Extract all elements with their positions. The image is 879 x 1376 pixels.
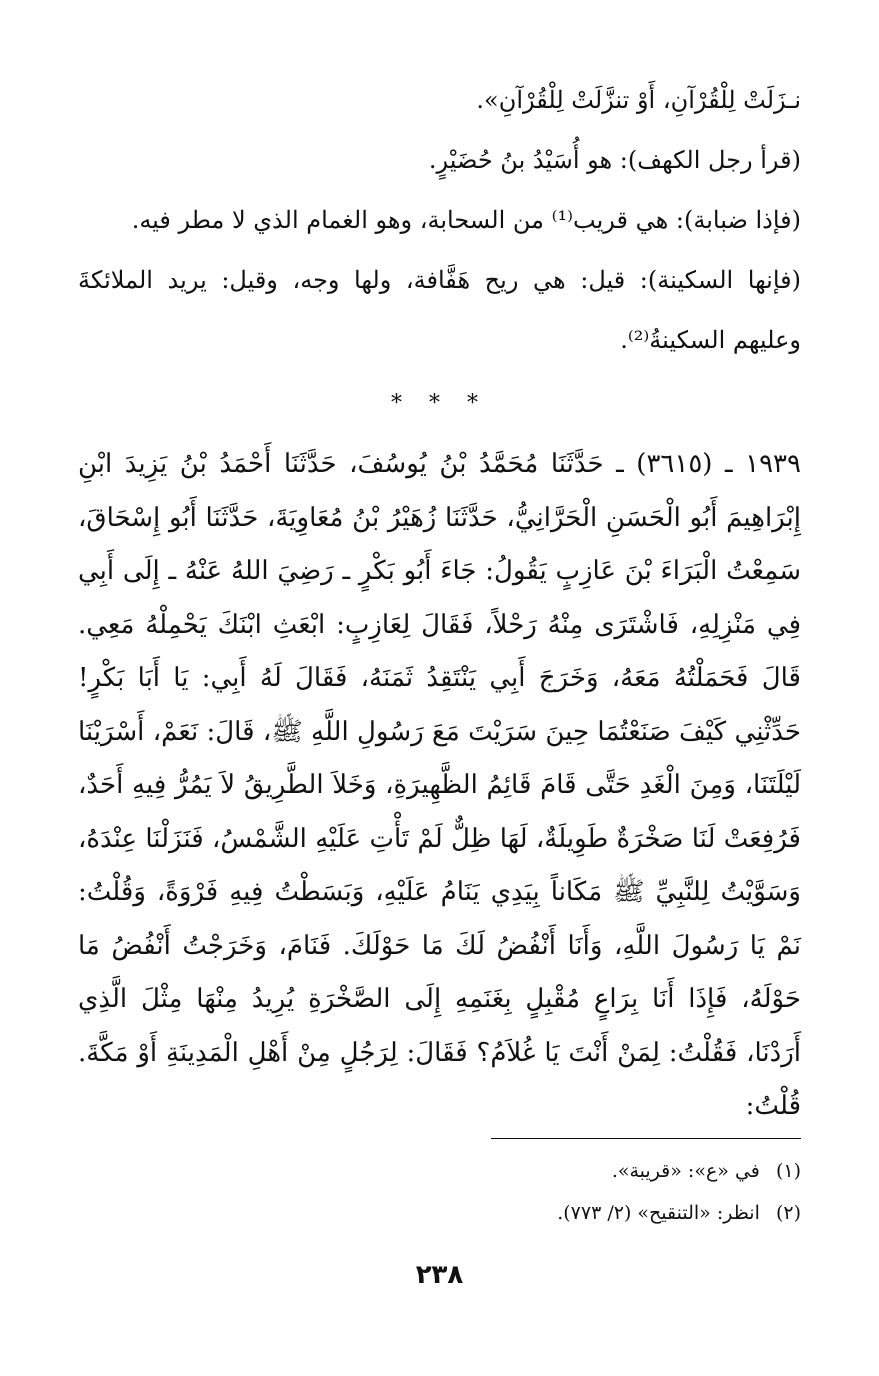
footnote-number: (١) — [775, 1160, 801, 1182]
section-separator: * * * — [391, 391, 488, 416]
commentary-section — [78, 70, 801, 370]
hadith-text: ١٩٣٩ ـ (٣٦١٥) ـ حَدَّثَنَا مُحَمَّدُ بْنُ يُوسُفَ، حَدَّثَنَا أَحْمَدُ بْنُ يَزِيدَ ابْنِ إِبْرَاهِيمَ أَبُو الْحَسَنِ الْحَرَّانِيُّ، حَدَّثَنَا زُهَيْرُ بْنُ مُعَاوِيَةَ، حَدَّثَنَا أَبُو إِسْحَاقَ، سَمِعْتُ الْبَرَاءَ بْنَ عَازِبٍ يَقُولُ: جَاءَ أَبُو بَكْرٍ ـ رَضِيَ اللهُ عَنْهُ ـ إِلَى أَبِي فِي مَنْزِلِهِ، فَاشْتَرَى مِنْهُ رَحْلاً، فَقَالَ لِعَازِبٍ: ابْعَثِ ابْنَكَ يَحْمِلْهُ مَعِي. قَالَ فَحَمَلْتُهُ مَعَهُ، وَخَرَجَ أَبِي يَنْتَقِدُ ثَمَنَهُ، فَقَالَ لَهُ أَبِي: يَا أَبَا بَكْرٍ! حَدِّثْنِي كَيْفَ صَنَعْتُمَا حِينَ سَرَيْتَ مَعَ رَسُولِ اللَّهِ ﷺ، قَالَ: نَعَمْ، أَسْرَيْنَا لَيْلَتَنَا، وَمِنَ الْغَدِ حَتَّى قَامَ قَائِمُ الظَّهِيرَةِ، وَخَلاَ الطَّرِيقُ لاَ يَمُرُّ فِيهِ أَحَدٌ، فَرُفِعَتْ لَنَا صَخْرَةٌ طَوِيلَةٌ، لَهَا ظِلٌّ لَمْ تَأْتِ عَلَيْهِ الشَّمْسُ، فَنَزَلْنَا عِنْدَهُ، وَسَوَّيْتُ لِلنَّبِيِّ ﷺ مَكَاناً بِيَدِي يَنَامُ عَلَيْهِ، وَبَسَطْتُ فِيهِ فَرْوَةً، وَقُلْتُ: نَمْ يَا رَسُولَ اللَّهِ، وَأَنَا أَنْفُضُ لَكَ مَا حَوْلَكَ. فَنَامَ، وَخَرَجْتُ أَنْفُضُ مَا حَوْلَهُ، فَإِذَا أَنَا بِرَاعٍ مُقْبِلٍ بِغَنَمِهِ إِلَى الصَّخْرَةِ يُرِيدُ مِنْهَا مِثْلَ الَّذِي أَرَدْنَا، فَقُلْتُ: لِمَنْ أَنْتَ يَا غُلاَمُ؟ فَقَالَ: لِرَجُلٍ مِنْ أَهْلِ الْمَدِينَةِ أَوْ مَكَّةَ. قُلْتُ: — [78, 449, 801, 1121]
commentary-line: (قرأ رجل الكهف): هو أُسَيْدُ بنُ حُضَيْرٍ. — [428, 146, 801, 174]
footnote-number: (٢) — [775, 1202, 801, 1224]
footnote — [78, 1150, 801, 1192]
book-page — [78, 70, 801, 1336]
footnote-text: انظر: «التنقيح» (٢/ ٧٧٣). — [557, 1202, 760, 1224]
footnote-text: في «ع»: «قريبة». — [611, 1160, 760, 1182]
commentary-line: (فإنها السكينة): قيل: هي ريح هَفَّافة، ولها وجه، وقيل: يريد الملائكةَ وعليهم السكينةُ⁽²⁾. — [78, 266, 801, 354]
footnote-divider — [491, 1138, 801, 1139]
commentary-line: (فإذا ضبابة): هي قريب⁽¹⁾ من السحابة، وهو الغمام الذي لا مطر فيه. — [131, 206, 801, 234]
footnote — [78, 1192, 801, 1234]
page-number: ٢٣٨ — [415, 1260, 464, 1290]
footnotes-section — [78, 1150, 801, 1234]
commentary-line: نـزَلَتْ لِلْقُرْآنِ، أَوْ تنزَّلَتْ لِلْقُرْآنِ». — [476, 86, 801, 114]
